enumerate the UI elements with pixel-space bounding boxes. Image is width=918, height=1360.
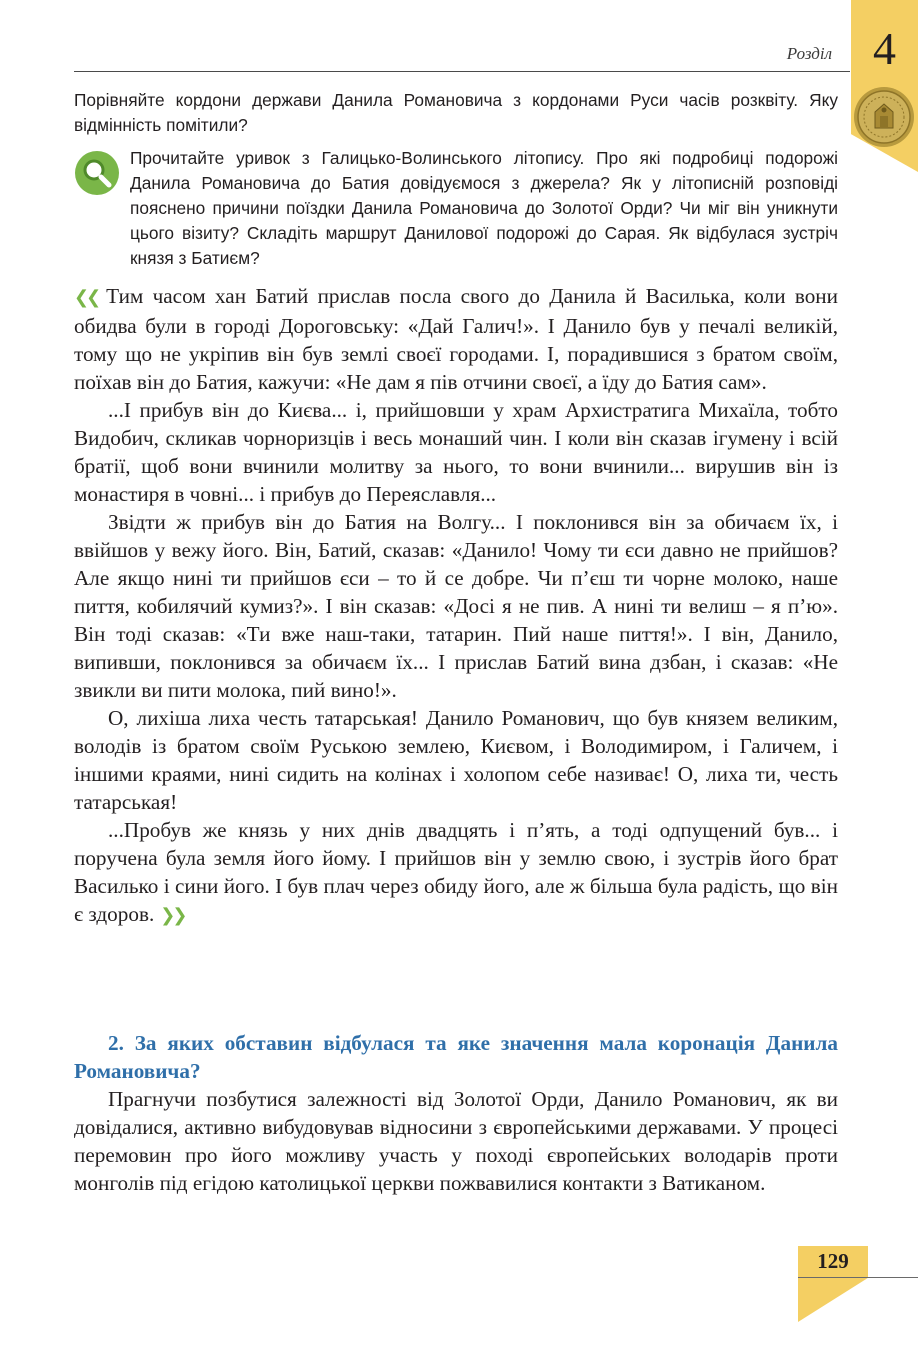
- section-question-heading: 2. За яких обставин відбулася та яке значення мала коронація Данила Романовича?: [74, 1031, 838, 1083]
- quote-paragraph: Звідти ж прибув він до Батия на Волгу... І поклонився він за обичаєм їх, і ввійшов у вежу його. Він, Батий, сказав: «Данило! Чому ти єси давно не прийшов? Але якщо нині ти прийшов єси – то й се добре. Чи п’єш ти чорне молоко, наше пиття, кобилячий кумиз?». І він сказав: «Досі я не пив. А нині ти велиш – я п’ю». Він тоді сказав: «Ти вже наш-таки, татарин. Пий наше пиття!». І він, Данило, випивши, поклонився за обичаєм їх... І прислав Батий вина дзбан, і сказав: «Не звикли ви пити молока, пий вино!».: [74, 510, 838, 702]
- section-label: Розділ: [786, 44, 832, 63]
- task-read-chronicle: Прочитайте уривок з Галицько-Волинського літопису. Про які подробиці подорожі Данила Романовича до Батия довідуємося з джерела? Як у літописній розповіді пояснено причини поїздки Данила Романовича до Золотої Орди? Чи міг він уникнути цього візиту? Складіть маршрут Данилової подорожі до Сарая. Як відбулася зустріч князя з Батиєм?: [130, 148, 838, 268]
- footer-rule: [798, 1277, 918, 1278]
- body-paragraph: Прагнучи позбутися залежності від Золотої Орди, Данило Романович, як ви довідалися, активно вибудовував відносини з європейськими державами. У процесі перемовин про його можливу участь у поході європейських володарів проти монголів під егідою католицької церкви пожвавилися контакти з Ватиканом.: [74, 1087, 838, 1195]
- quote-paragraph: ❮❮ Тим часом хан Батий прислав посла свого до Данила й Василька, коли вони обидва були в городі Дороговську: «Дай Галич!». І Данило був у печалі великій, тому що не укріпив він був землі своєї городами. І, порадившися з братом своїм, поїхав він до Батия, кажучи: «Не дам я пів отчини своєї, а їду до Батия сам».: [74, 284, 838, 394]
- page-number: 129: [817, 1249, 849, 1273]
- quote-paragraph: ...І прибув він до Києва... і, прийшовши у храм Архистратига Михаїла, тобто Видобич, скликав чорноризців і весь монаший чин. І коли він сказав ігумену і всій братії, щоб вони вчинили молитву за нього, то вони вчинили... вирушив він із монастиря в човні... і прибув до Переяславля...: [74, 398, 838, 506]
- quote-close-mark: ❯❯: [160, 905, 185, 926]
- quote-open-mark: ❮❮: [74, 287, 99, 308]
- task-compare-borders: Порівняйте кордони держави Данила Романовича з кордонами Руси часів розквіту. Яку відмінність помітили?: [74, 90, 838, 135]
- quote-paragraph: О, лихіша лиха честь татарськая! Данило Романович, що був князем великим, володів із братом своїм Руською землею, Києвом, і Володимиром, і Галичем, і іншими краями, нині сидить на колінах і холопом себе називає! О, лиха ти, честь татарськая!: [74, 706, 838, 814]
- magnifier-icon: [74, 150, 120, 196]
- seal-icon: [853, 86, 915, 148]
- chapter-number: 4: [873, 23, 896, 74]
- quote-paragraph: ...Пробув же князь у них днів двадцять і п’ять, а тоді одпущений був... і поручена була земля його йому. І прийшов він у землю свою, і зустрів його брат Василько і сини його. І був плач через обиду його, але ж більша була радість, що він є здоров. ❯❯: [74, 818, 838, 926]
- header-rule: [74, 71, 850, 72]
- chronicle-quote: [74, 282, 838, 930]
